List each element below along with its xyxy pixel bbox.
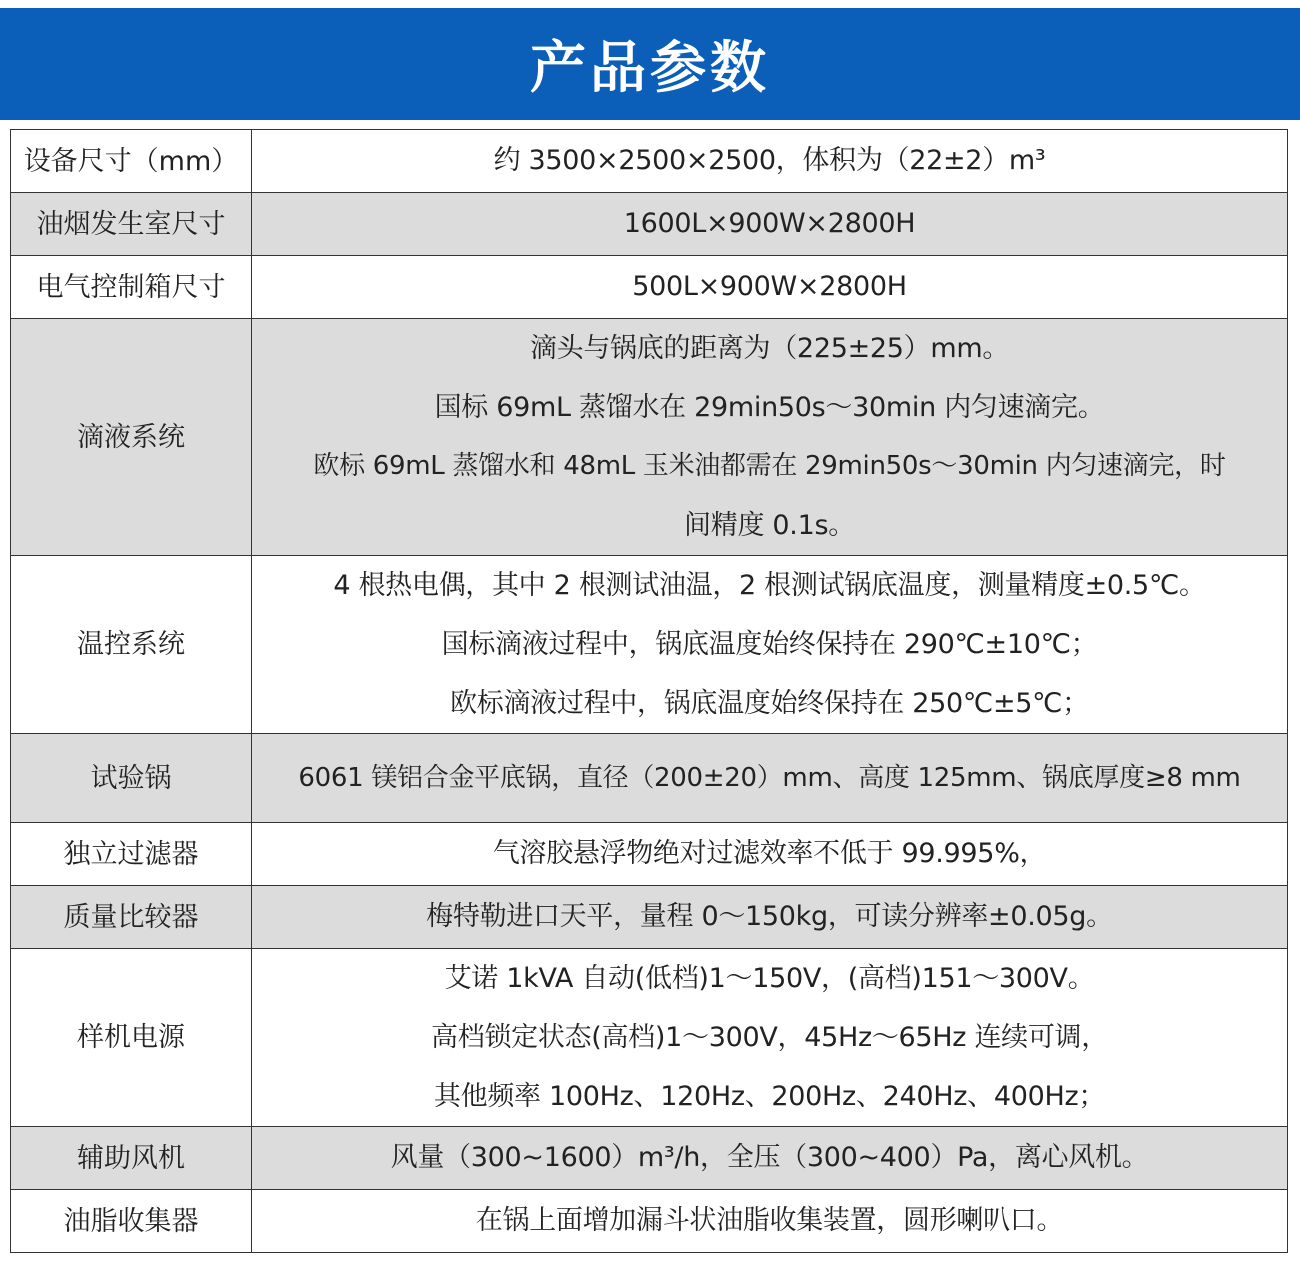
value-line: 风量（300~1600）m³/h，全压（300~400）Pa，离心风机。 [390, 1142, 1149, 1173]
value-line: 在锅上面增加漏斗状油脂收集装置，圆形喇叭口。 [475, 1205, 1064, 1236]
row-value [252, 319, 1288, 556]
value-line: 1600L×900W×2800H [623, 208, 916, 239]
table-row [11, 256, 1288, 319]
value-line: 国标 69mL 蒸馏水在 29min50s～30min 内匀速滴完。 [434, 392, 1105, 423]
row-label: 样机电源 [11, 949, 252, 1127]
row-label: 质量比较器 [11, 886, 252, 949]
table-row [11, 1190, 1288, 1253]
row-label: 试验锅 [11, 734, 252, 823]
value-line: 国标滴液过程中，锅底温度始终保持在 290℃±10℃； [441, 629, 1098, 660]
row-value [252, 193, 1288, 256]
row-value [252, 886, 1288, 949]
table-row [11, 823, 1288, 886]
table-row [11, 1127, 1288, 1190]
row-label: 辅助风机 [11, 1127, 252, 1190]
row-value [252, 734, 1288, 823]
value-line: 间精度 0.1s。 [684, 510, 855, 541]
table-row [11, 734, 1288, 823]
spec-table [10, 129, 1288, 1253]
row-label: 独立过滤器 [11, 823, 252, 886]
table-row [11, 949, 1288, 1127]
row-value [252, 130, 1288, 193]
value-line: 约 3500×2500×2500，体积为（22±2）m³ [493, 145, 1046, 176]
row-label: 温控系统 [11, 556, 252, 734]
row-value [252, 1127, 1288, 1190]
row-label: 电气控制箱尺寸 [11, 256, 252, 319]
value-line: 6061 镁铝合金平底锅，直径（200±20）mm、高度 125mm、锅底厚度≥8 mm [298, 763, 1241, 793]
value-line: 梅特勒进口天平，量程 0～150kg，可读分辨率±0.05g。 [426, 901, 1113, 932]
value-line: 欧标滴液过程中，锅底温度始终保持在 250℃±5℃； [450, 688, 1089, 719]
row-value [252, 256, 1288, 319]
table-row [11, 886, 1288, 949]
page-title: 产品参数 [530, 36, 770, 101]
table-row [11, 556, 1288, 734]
row-value [252, 823, 1288, 886]
value-line: 高档锁定状态(高档)1～300V，45Hz～65Hz 连续可调， [431, 1022, 1108, 1053]
row-value [252, 556, 1288, 734]
value-line: 4 根热电偶，其中 2 根测试油温，2 根测试锅底温度，测量精度±0.5℃。 [333, 570, 1206, 601]
table-row [11, 130, 1288, 193]
row-label: 油烟发生室尺寸 [11, 193, 252, 256]
value-line: 500L×900W×2800H [632, 271, 907, 302]
value-line: 气溶胶悬浮物绝对过滤效率不低于 99.995%， [492, 838, 1047, 869]
value-line: 其他频率 100Hz、120Hz、200Hz、240Hz、400Hz； [433, 1081, 1106, 1112]
value-line: 艾诺 1kVA 自动(低档)1～150V，(高档)151～300V。 [444, 963, 1095, 994]
row-value [252, 1190, 1288, 1253]
title-banner [0, 8, 1300, 120]
row-value [252, 949, 1288, 1127]
row-label: 设备尺寸（mm） [11, 130, 252, 193]
table-row [11, 193, 1288, 256]
row-label: 油脂收集器 [11, 1190, 252, 1253]
row-label: 滴液系统 [11, 319, 252, 556]
table-row [11, 319, 1288, 556]
value-line: 欧标 69mL 蒸馏水和 48mL 玉米油都需在 29min50s～30min 内匀速滴完，时 [313, 451, 1226, 481]
value-line: 滴头与锅底的距离为（225±25）mm。 [529, 333, 1010, 364]
